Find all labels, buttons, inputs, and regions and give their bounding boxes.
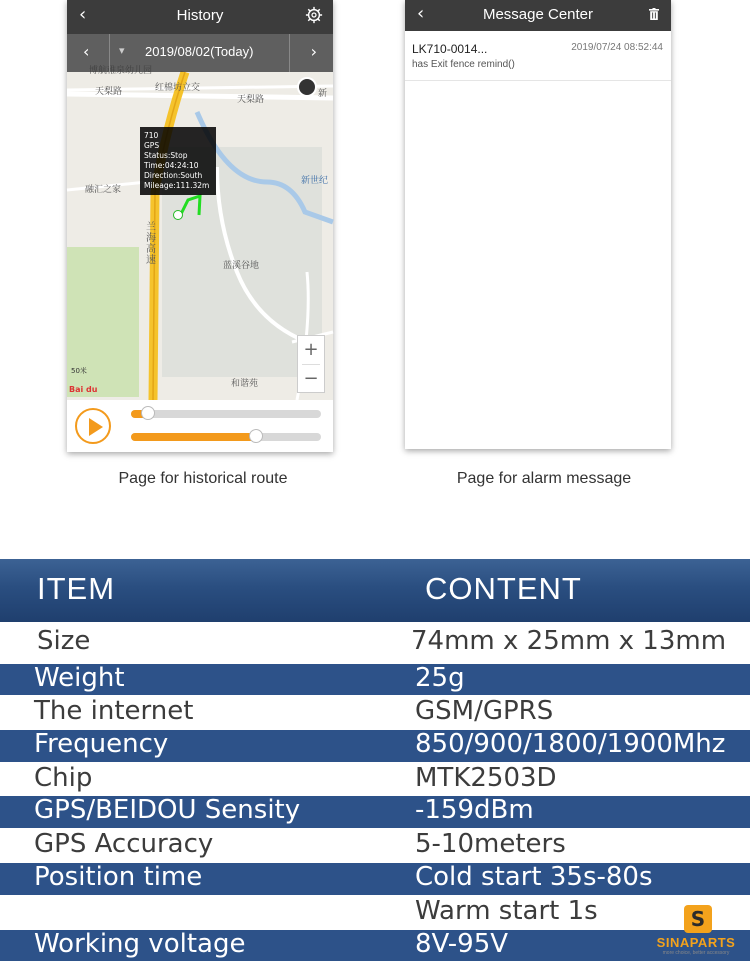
logo-badge: S (684, 905, 712, 933)
table-row (0, 895, 750, 930)
table-row (0, 863, 750, 895)
table-row (0, 796, 750, 828)
zoom-in-button[interactable]: + (303, 339, 319, 360)
info-mode: GPS (144, 141, 160, 150)
play-button[interactable] (75, 408, 111, 444)
back-icon[interactable]: ‹ (417, 3, 425, 24)
spec-value: Cold start 35s-80s (415, 862, 653, 892)
zoom-out-button[interactable]: − (303, 368, 319, 389)
spec-value: -159dBm (415, 795, 534, 825)
sinaparts-logo (650, 905, 742, 959)
next-day-button[interactable]: › (310, 42, 317, 61)
map-label: 天梨路 (237, 95, 265, 105)
spec-item: Working voltage (34, 929, 246, 959)
list-item[interactable] (405, 31, 671, 81)
caption-history: Page for historical route (118, 470, 288, 487)
spec-item: Weight (34, 663, 125, 693)
spec-value: MTK2503D (415, 763, 557, 793)
spec-value: Warm start 1s (415, 896, 598, 926)
message-center-screen (405, 0, 671, 449)
table-row (0, 695, 750, 730)
table-row (0, 930, 750, 961)
info-status: Status:Stop (144, 151, 188, 160)
start-point-icon (173, 210, 183, 220)
spec-item: Position time (34, 862, 203, 892)
play-icon (89, 418, 103, 436)
logo-name: SINAPARTS (656, 935, 736, 950)
spec-item: Frequency (34, 729, 169, 759)
column-header-content: CONTENT (425, 571, 582, 606)
map-label: 兰海高速 (146, 222, 156, 266)
history-header (67, 0, 333, 34)
table-row (0, 664, 750, 695)
map-label: 天梨路 (95, 87, 123, 97)
selected-date[interactable]: 2019/08/02(Today) (145, 44, 254, 59)
caption-alarm: Page for alarm message (456, 470, 632, 487)
spec-table-header (0, 559, 750, 622)
map-label: 新 (318, 89, 328, 99)
spec-value: 850/900/1800/1900Mhz (415, 729, 726, 759)
spec-value: 5-10meters (415, 829, 566, 859)
message-text: has Exit fence remind() (412, 59, 515, 70)
avatar[interactable] (297, 77, 317, 97)
spec-value: 25g (415, 663, 465, 693)
trash-icon[interactable] (649, 8, 659, 20)
history-screen (67, 0, 333, 452)
table-row (0, 622, 750, 664)
map-roads (67, 72, 333, 400)
map-label: 融汇之家 (85, 185, 122, 195)
spec-item: GPS Accuracy (34, 829, 214, 859)
map-label: 和谐苑 (231, 379, 259, 389)
map-scale: 50米 (71, 367, 87, 375)
map-label: 蓝溪谷地 (223, 261, 260, 271)
table-row (0, 828, 750, 863)
spec-value: 74mm x 25mm x 13mm (411, 626, 727, 656)
previous-day-button[interactable]: ‹ (83, 42, 90, 61)
playback-progress-slider[interactable] (131, 410, 321, 418)
column-header-item: ITEM (37, 571, 116, 606)
map-label: 红棉坊立交 (155, 83, 201, 93)
spec-item: Size (37, 626, 91, 656)
logo-tagline: more choice, better accessory (662, 950, 730, 956)
playback-speed-slider[interactable] (131, 433, 321, 441)
map-label: 新世纪 (301, 176, 329, 186)
info-time: Time:04:24:10 (144, 161, 199, 170)
date-selector (67, 34, 333, 72)
zoom-control (297, 335, 325, 393)
slider-fill (131, 433, 256, 441)
slider-handle[interactable] (141, 406, 155, 420)
info-direction: Direction:South (144, 171, 203, 180)
message-device: LK710-0014... (412, 42, 488, 56)
table-row (0, 730, 750, 762)
spec-item: Chip (34, 763, 93, 793)
chevron-down-icon[interactable]: ▾ (119, 44, 125, 57)
track-info-popup (140, 127, 216, 195)
map-view[interactable] (67, 72, 333, 400)
spec-item: The internet (34, 696, 194, 726)
spec-value: 8V-95V (415, 929, 509, 959)
spec-item: GPS/BEIDOU Sensity (34, 795, 301, 825)
slider-handle[interactable] (249, 429, 263, 443)
page-title: History (176, 7, 224, 24)
spec-value: GSM/GPRS (415, 696, 554, 726)
baidu-logo: Bai du (69, 385, 98, 394)
gear-icon[interactable] (305, 6, 323, 24)
message-center-header (405, 0, 671, 31)
back-icon[interactable]: ‹ (79, 4, 87, 25)
info-mileage: Mileage:111.32m (144, 181, 210, 190)
message-time: 2019/07/24 08:52:44 (571, 42, 663, 53)
info-device: 710 (144, 131, 159, 140)
table-row (0, 762, 750, 796)
page-title: Message Center (482, 6, 594, 23)
playback-controls (67, 400, 333, 452)
